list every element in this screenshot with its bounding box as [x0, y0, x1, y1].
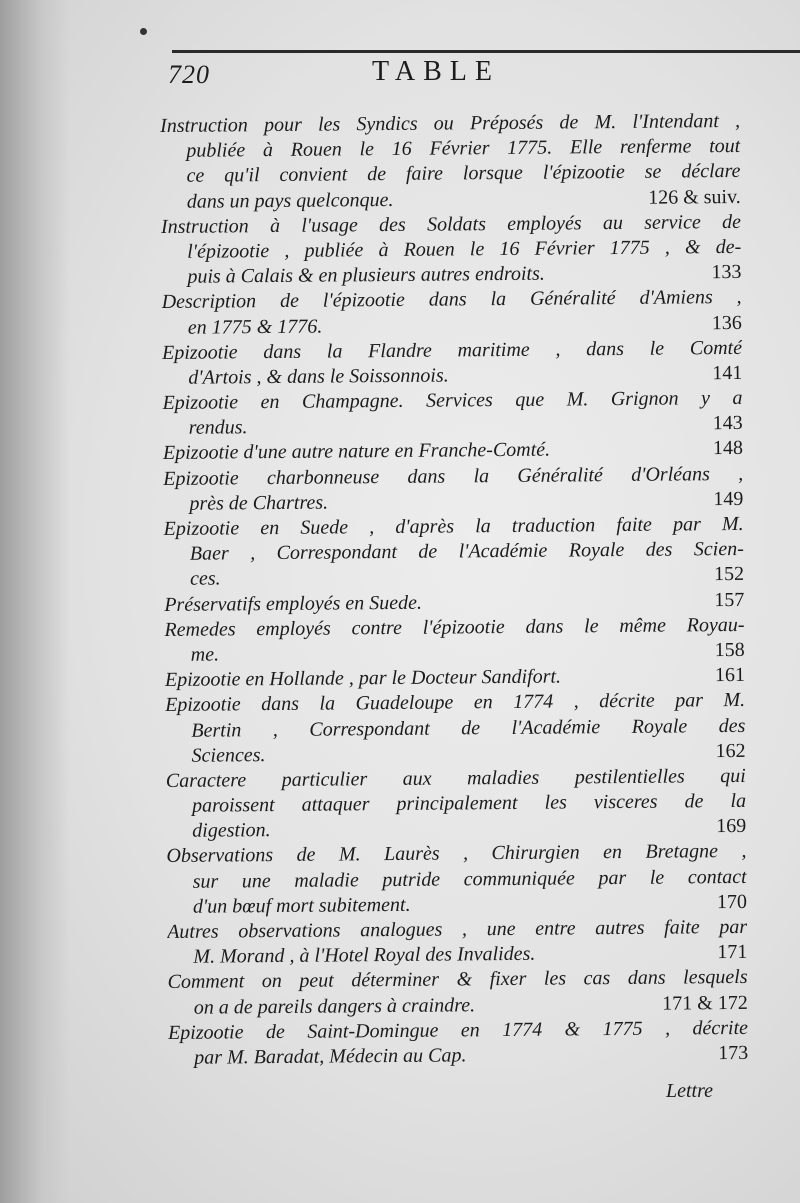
- toc-entry: [160, 109, 741, 215]
- toc-entry-line: Remedes employés contre l'épizootie dans le même Royau-: [164, 613, 745, 641]
- toc-entry-line: Comment on peut déterminer & fixer les cas dans lesquels: [167, 966, 748, 994]
- toc-entry: [166, 764, 747, 845]
- toc-page-ref: 169: [716, 815, 747, 838]
- toc-entry-line: Description de l'épizootie dans la Généralité d'Amiens ,: [161, 286, 742, 314]
- toc-page-ref: 161: [714, 664, 746, 687]
- toc-entry-line: Bertin , Correspondant de l'Académie Royale des: [191, 714, 746, 742]
- toc-page-ref: 170: [716, 890, 747, 913]
- toc-entry-text: puis à Calais & en plusieurs autres endroits.: [187, 262, 545, 288]
- toc-page-ref: 149: [713, 487, 744, 510]
- toc-entry-line: Instruction pour les Syndics ou Préposés de M. l'Intendant ,: [160, 109, 741, 137]
- toc-entry: [164, 613, 744, 668]
- toc-page-ref: 152: [713, 563, 745, 586]
- toc-entry-line: Epizootie de Saint-Domingue en 1774 & 1775 , décrite: [167, 1016, 749, 1044]
- header-rule: [172, 50, 800, 53]
- toc-entry-text: par M. Baradat, Médecin au Cap.: [194, 1044, 467, 1069]
- toc-entry: [167, 965, 747, 1020]
- toc-entry-line: Instruction à l'usage des Soldats employés au service de: [160, 210, 742, 238]
- toc-entry-line: Autres observations analogues , une entre autres faite par: [167, 915, 748, 943]
- toc-entry-text: Epizootie en Hollande , par le Docteur Sandifort.: [164, 665, 562, 692]
- toc-page-ref: 148: [712, 437, 744, 460]
- toc-entry-text: dans un pays quelconque.: [186, 188, 394, 213]
- toc-entry: [164, 512, 745, 593]
- toc-entry: [162, 285, 742, 340]
- toc-entry-line: Epizootie dans la Guadeloupe en 1774 , décrite par M.: [165, 689, 746, 717]
- toc-entry-line: Epizootie dans la Flandre maritime , dans le Comté: [161, 336, 743, 364]
- toc-entry-text: Epizootie d'une autre nature en Franche-Comté.: [162, 439, 551, 465]
- toc-page-ref: 143: [712, 412, 743, 435]
- toc-entry-line: l'épizootie , publiée à Rouen le 16 Février 1775 , & de-: [187, 235, 742, 263]
- toc-entry-line: paroissent attaquer principalement les visceres de la: [191, 789, 747, 817]
- toc-page-ref: 157: [714, 588, 745, 611]
- toc-entry-text: Sciences.: [191, 743, 266, 767]
- toc-entry-text: digestion.: [192, 819, 271, 842]
- toc-entry: [162, 336, 742, 391]
- toc-entry-text: d'un bœuf mort subitement.: [192, 893, 411, 918]
- toc-entry-line: ce qu'il convient de faire lorsque l'épizootie se déclare: [186, 160, 741, 188]
- catchword: Lettre: [666, 1080, 714, 1102]
- toc-entry-line: publiée à Rouen le 16 Février 1775. Elle renferme tout: [186, 135, 741, 162]
- toc-entry-final-line: [168, 1041, 748, 1071]
- toc-entry-line: Baer , Correspondant de l'Académie Royale des Scien-: [189, 538, 744, 565]
- toc-entry-line: Caractere particulier aux maladies pestilentielles qui: [165, 764, 746, 792]
- toc-page-ref: 133: [711, 261, 742, 284]
- toc-page-ref: 162: [715, 739, 746, 762]
- toc-entry: [163, 462, 743, 517]
- toc-entry: [162, 386, 742, 441]
- toc-entry: [168, 1016, 748, 1071]
- toc-entry-line: Epizootie en Champagne. Services que M. Grignon y a: [162, 386, 743, 415]
- toc-entry-text: Préservatifs employés en Suede.: [164, 591, 423, 616]
- page-title: TABLE: [372, 56, 500, 87]
- toc-entry-line: Observations de M. Laurès , Chirurgien en Bretagne ,: [166, 840, 747, 868]
- toc-entry-text: près de Chartres.: [189, 491, 329, 515]
- toc-page-ref: 136: [711, 311, 742, 334]
- toc-entry-text: d'Artois , & dans le Soissonnois.: [188, 364, 449, 389]
- toc-entry-text: ces.: [189, 567, 221, 591]
- toc-entry: [167, 915, 747, 970]
- page-gutter-shadow: [0, 0, 70, 1203]
- toc-page-ref: 141: [712, 361, 743, 385]
- toc-page-ref: 126 & suiv.: [648, 185, 741, 209]
- toc-entry-text: on a de pareils dangers à craindre.: [193, 993, 476, 1019]
- toc-page-ref: 171: [717, 941, 748, 964]
- toc-page-ref: 173: [718, 1041, 749, 1065]
- toc-entry: [161, 210, 742, 291]
- toc-page-ref: 171 & 172: [662, 991, 748, 1015]
- toc-entry-text: rendus.: [188, 416, 248, 440]
- toc-entry-line: Epizootie charbonneuse dans la Généralité d'Orléans ,: [163, 462, 744, 490]
- toc-entry-text: me.: [190, 643, 220, 666]
- toc-page-ref: 158: [714, 638, 745, 662]
- toc-entry: [165, 688, 746, 769]
- table-of-contents: [160, 109, 748, 1071]
- toc-entry-line: Epizootie en Suede , d'après la traduction faite par M.: [163, 512, 744, 540]
- page-number: 720: [168, 60, 210, 89]
- toc-entry-text: en 1775 & 1776.: [187, 315, 323, 339]
- toc-entry: [166, 839, 747, 920]
- toc-entry-line: sur une maladie putride communiquée par le contact: [192, 865, 747, 893]
- toc-entry-text: M. Morand , à l'Hotel Royal des Invalides.: [193, 942, 536, 968]
- ink-speck: [140, 28, 147, 35]
